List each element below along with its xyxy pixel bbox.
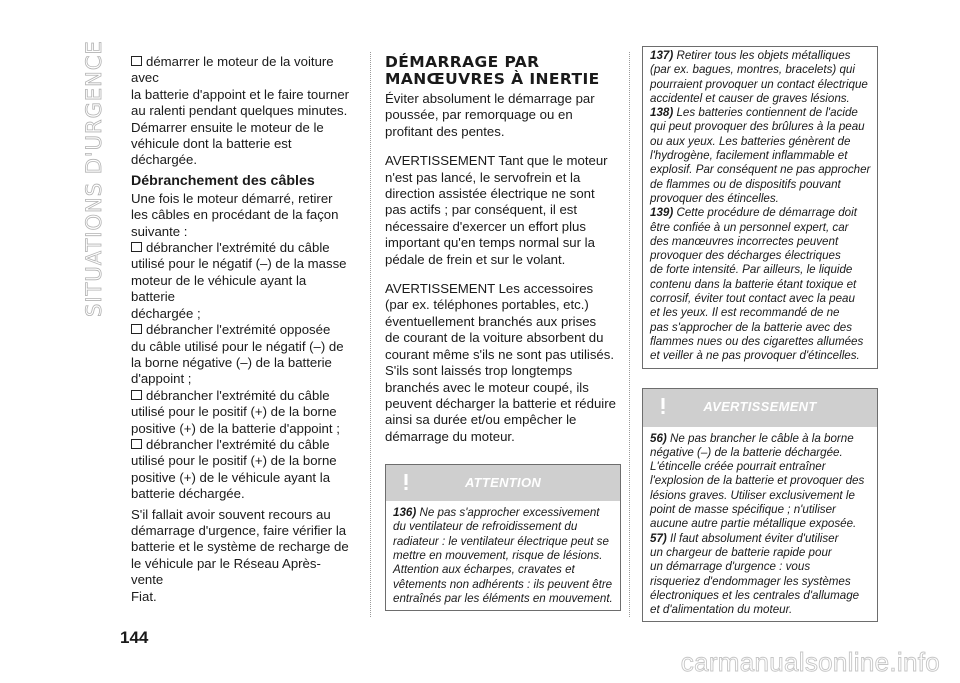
text-line: courant même s'ils ne sont pas utilisés. — [385, 346, 615, 362]
text-line: direction assistée électrique ne sont — [385, 186, 595, 202]
note-line — [393, 506, 615, 520]
note-text: un démarrage d'urgence : vous — [650, 560, 811, 574]
note-text: Les batteries contiennent de l'acide — [676, 106, 858, 120]
note-line — [650, 589, 872, 603]
note-text: vêtements non adhérents : ils peuvent être — [393, 577, 613, 591]
text-line: démarrage d'urgence, faire vérifier la — [131, 522, 347, 538]
paragraph-2 — [385, 153, 621, 268]
note-text: provoquer des étincelles. — [650, 191, 779, 205]
text-line — [131, 136, 353, 169]
text-line — [131, 120, 353, 136]
text-line: batterie et le système de recharge de — [131, 539, 349, 555]
closing-paragraph — [131, 507, 353, 605]
text-line — [131, 339, 353, 355]
column-2 — [385, 54, 621, 611]
text-line — [131, 273, 353, 306]
chapter-heading-line: MANŒUVRES À INERTIE — [385, 70, 600, 88]
checkbox-bullet-icon — [131, 242, 142, 252]
note-line — [650, 249, 874, 263]
note-line — [650, 63, 874, 77]
page-number: 144 — [120, 628, 149, 647]
note-text: provoquer des décharges électriques — [650, 249, 841, 263]
text-line — [131, 486, 353, 502]
text-line: suivante : — [131, 223, 188, 239]
note-line — [650, 560, 872, 574]
note-line — [650, 92, 874, 106]
note-line — [650, 306, 874, 320]
note-text: accidentel et causer de graves lésions. — [650, 91, 850, 105]
bullet-text: utilisé pour le négatif (–) de la masse — [131, 256, 347, 272]
note-first-line — [650, 432, 872, 446]
note-number: 137) — [650, 49, 674, 62]
note-text: point de masse spécifique ; n'utiliser — [650, 503, 836, 517]
note-line — [650, 321, 874, 335]
note-text: pourraient provoquer un contact électrique — [650, 77, 868, 91]
note-number: 57) — [650, 531, 667, 545]
attention-title: ATTENTION — [464, 475, 542, 491]
notes-box — [642, 46, 878, 369]
bullet-text: véhicule dont la batterie est déchargée. — [131, 136, 292, 168]
note-line — [650, 349, 874, 363]
attention-box — [385, 464, 621, 611]
bullet-text: Démarrer ensuite le moteur de le — [131, 119, 324, 135]
note-text: et veiller à ne pas provoquer d'étincelles. — [650, 349, 860, 363]
note-line — [393, 578, 615, 592]
note-line — [650, 292, 874, 306]
note-text: être confiée à un personnel expert, car — [650, 220, 849, 234]
note-line — [650, 278, 874, 292]
text-line — [131, 371, 353, 387]
bullet-text: du câble utilisé pour le négatif (–) de — [131, 338, 344, 354]
note-line — [650, 163, 874, 177]
note-text: pas s'approcher de la batterie avec des — [650, 320, 853, 334]
text-line: nécessaire d'exercer un effort plus — [385, 218, 586, 234]
bullet-text: débrancher l'extrémité du câble — [146, 436, 330, 452]
note-text: un chargeur de batterie rapide pour — [650, 545, 832, 559]
text-line — [131, 470, 353, 486]
note-line — [650, 335, 874, 349]
text-line: de courant de la voiture absorbent du — [385, 330, 604, 346]
note-line — [650, 489, 872, 503]
bullet-text: débrancher l'extrémité du câble — [146, 240, 330, 256]
column-divider-1 — [370, 52, 371, 617]
note-number: 138) — [650, 106, 674, 120]
text-line: les câbles en procédant de la façon — [131, 207, 339, 223]
text-line: démarrage du moteur. — [385, 428, 515, 444]
note-line — [393, 592, 615, 606]
text-line: profitant des pentes. — [385, 123, 505, 139]
bullet-first-line — [131, 240, 353, 256]
bullet-first-line — [131, 54, 353, 87]
note-line — [650, 192, 874, 206]
note-text: L'étincelle créée pourrait entraîner — [650, 460, 826, 474]
attention-body — [386, 501, 620, 610]
text-line: poussée, par remorquage ou en — [385, 107, 573, 123]
column-divider-2 — [629, 52, 630, 617]
text-line — [131, 421, 353, 437]
text-line — [131, 87, 353, 103]
text-line: pas actifs ; par conséquent, il est — [385, 202, 578, 218]
note-text: aucune autre partie métallique exposée. — [650, 517, 857, 531]
bullet-text: d'appoint ; — [131, 371, 192, 387]
note-line — [650, 178, 874, 192]
text-line: AVERTISSEMENT Les accessoires — [385, 281, 594, 297]
text-line — [131, 453, 353, 469]
note-line — [650, 120, 874, 134]
note-first-line — [650, 49, 874, 63]
bullet-first-line — [131, 322, 353, 338]
paragraph-1 — [385, 91, 621, 140]
note-text: lésions graves. Utiliser exclusivement le — [650, 488, 855, 502]
note-text: électroniques et les centrales d'allumage — [650, 588, 860, 602]
text-line: pédale de frein et sur le volant. — [385, 251, 566, 267]
note-line — [650, 149, 874, 163]
column-1 — [131, 54, 353, 605]
text-line: important qu'en temps normal sur la — [385, 235, 595, 251]
bullet-first-line — [131, 388, 353, 404]
note-text: qui peut provoquer des brûlures à la peau — [650, 120, 865, 134]
note-text: Attention aux écharpes, cravates et — [393, 563, 575, 577]
note-line — [393, 563, 615, 577]
bullet-text: utilisé pour le positif (+) de la borne — [131, 404, 337, 420]
bullet-text: moteur de le véhicule ayant la batterie — [131, 272, 307, 305]
note-line — [650, 603, 872, 617]
note-text: entraînés par les éléments en mouvement. — [393, 591, 613, 605]
watermark: carmanualsonline.info — [680, 647, 940, 677]
bullet-text: la borne négative (–) de la batterie — [131, 354, 332, 370]
note-first-line — [650, 532, 872, 546]
bullet-list — [131, 240, 353, 503]
bullet-text: déchargée ; — [131, 305, 201, 321]
note-line — [393, 549, 615, 563]
text-line: (par ex. téléphones portables, etc.) — [385, 297, 589, 313]
note-line — [650, 517, 872, 531]
bullet-text: positive (+) de la batterie d'appoint ; — [131, 420, 340, 436]
intro-bullet — [131, 54, 353, 169]
chapter-heading-line: DÉMARRAGE PAR — [385, 53, 540, 71]
note-line — [650, 235, 874, 249]
note-text: radiateur : le ventilateur électrique peut se — [393, 534, 609, 548]
text-line — [131, 306, 353, 322]
text-line: éventuellement branchés aux prises — [385, 313, 597, 329]
text-line: AVERTISSEMENT Tant que le moteur — [385, 153, 608, 169]
chapter-heading — [385, 54, 621, 88]
checkbox-bullet-icon — [131, 390, 142, 400]
text-line: n'est pas lancé, le servofrein et la — [385, 169, 581, 185]
checkbox-bullet-icon — [131, 439, 142, 449]
section-heading: Débranchement des câbles — [131, 172, 315, 189]
bullet-text: positive (+) de le véhicule ayant la — [131, 469, 331, 485]
note-line — [650, 503, 872, 517]
note-text: et d'alimentation du moteur. — [650, 603, 793, 617]
checkbox-bullet-icon — [131, 56, 142, 66]
note-line — [650, 460, 872, 474]
warning-header — [643, 389, 877, 427]
text-line: ainsi sa durée et/ou empêcher le — [385, 412, 577, 428]
note-text: explosif. Par conséquent ne pas approcher — [650, 163, 871, 177]
bullet-first-line — [131, 437, 353, 453]
warning-body — [643, 427, 877, 622]
note-text: et les yeux. Il est recommandé de ne — [650, 306, 840, 320]
note-first-line — [650, 106, 874, 120]
note-text: corrosif, éviter tout contact avec la peau — [650, 292, 855, 306]
warning-title: AVERTISSEMENT — [703, 398, 817, 414]
checkbox-bullet-icon — [131, 324, 142, 334]
intro-paragraph — [131, 191, 353, 240]
note-text: mettre en mouvement, risque de lésions. — [393, 549, 603, 563]
bullet-text: batterie déchargée. — [131, 486, 245, 502]
section-title: SITUATIONS D'URGENCE — [82, 40, 106, 317]
bullet-text: utilisé pour le positif (+) de la borne — [131, 453, 337, 469]
text-line: branchés avec le moteur coupé, ils — [385, 379, 589, 395]
note-text: Ne pas s'approcher excessivement — [419, 506, 600, 520]
text-line — [131, 103, 353, 119]
note-line — [393, 520, 615, 534]
bullet-text: débrancher l'extrémité du câble — [146, 387, 330, 403]
text-line: Une fois le moteur démarré, retirer — [131, 190, 333, 206]
note-text: Ne pas brancher le câble à la borne — [670, 431, 854, 445]
note-number: 136) — [393, 506, 417, 520]
note-text: de flammes ou de dispositifs pouvant — [650, 177, 841, 191]
text-line: le véhicule par le Réseau Après-vente — [131, 555, 321, 588]
paragraph-3 — [385, 281, 621, 445]
bullet-text: démarrer le moteur de la voiture avec — [131, 54, 334, 86]
text-line: S'il fallait avoir souvent recours au — [131, 506, 331, 522]
text-line: Éviter absolument le démarrage par — [385, 91, 595, 106]
note-text: l'explosion de la batterie et provoquer des — [650, 474, 865, 488]
bullet-text: la batterie d'appoint et le faire tourner — [131, 86, 350, 102]
note-text: des manœuvres incorrectes peuvent — [650, 234, 839, 248]
note-text: Il faut absolument éviter d'utiliser — [670, 531, 839, 545]
note-text: ou aux yeux. Les batteries génèrent de — [650, 134, 851, 148]
bullet-text: débrancher l'extrémité opposée — [146, 322, 331, 338]
text-line: S'ils sont laissés trop longtemps — [385, 363, 573, 379]
note-text: contenu dans la batterie étant toxique et — [650, 277, 857, 291]
note-line — [650, 263, 874, 277]
text-line — [131, 256, 353, 272]
text-line — [131, 355, 353, 371]
note-line — [650, 135, 874, 149]
note-text: flammes nues ou des cigarettes allumées — [650, 334, 864, 348]
note-line — [650, 221, 874, 235]
attention-header — [386, 465, 620, 501]
note-line — [393, 535, 615, 549]
note-text: du ventilateur de refroidissement du — [393, 520, 578, 534]
note-text: Cette procédure de démarrage doit — [676, 206, 857, 220]
text-line: peuvent décharger la batterie et réduire — [385, 395, 616, 411]
note-text: de forte intensité. Par ailleurs, le liquide — [650, 263, 853, 277]
note-line — [650, 446, 872, 460]
note-text: risqueriez d'endommager les systèmes — [650, 574, 851, 588]
text-line — [131, 404, 353, 420]
text-line: Fiat. — [131, 588, 157, 604]
note-line — [650, 546, 872, 560]
note-text: Retirer tous les objets métalliques — [676, 49, 851, 62]
note-number: 56) — [650, 431, 667, 445]
note-text: l'hydrogène, facilement inflammable et — [650, 149, 848, 163]
note-text: négative (–) de la batterie déchargée. — [650, 445, 843, 459]
note-text: (par ex. bagues, montres, bracelets) qui — [650, 63, 855, 77]
column-3 — [642, 46, 878, 622]
bullet-text: au ralenti pendant quelques minutes. — [131, 103, 348, 119]
note-line — [650, 575, 872, 589]
note-first-line — [650, 206, 874, 220]
note-number: 139) — [650, 206, 674, 220]
note-line — [650, 78, 874, 92]
warning-box — [642, 388, 878, 623]
note-line — [650, 474, 872, 488]
